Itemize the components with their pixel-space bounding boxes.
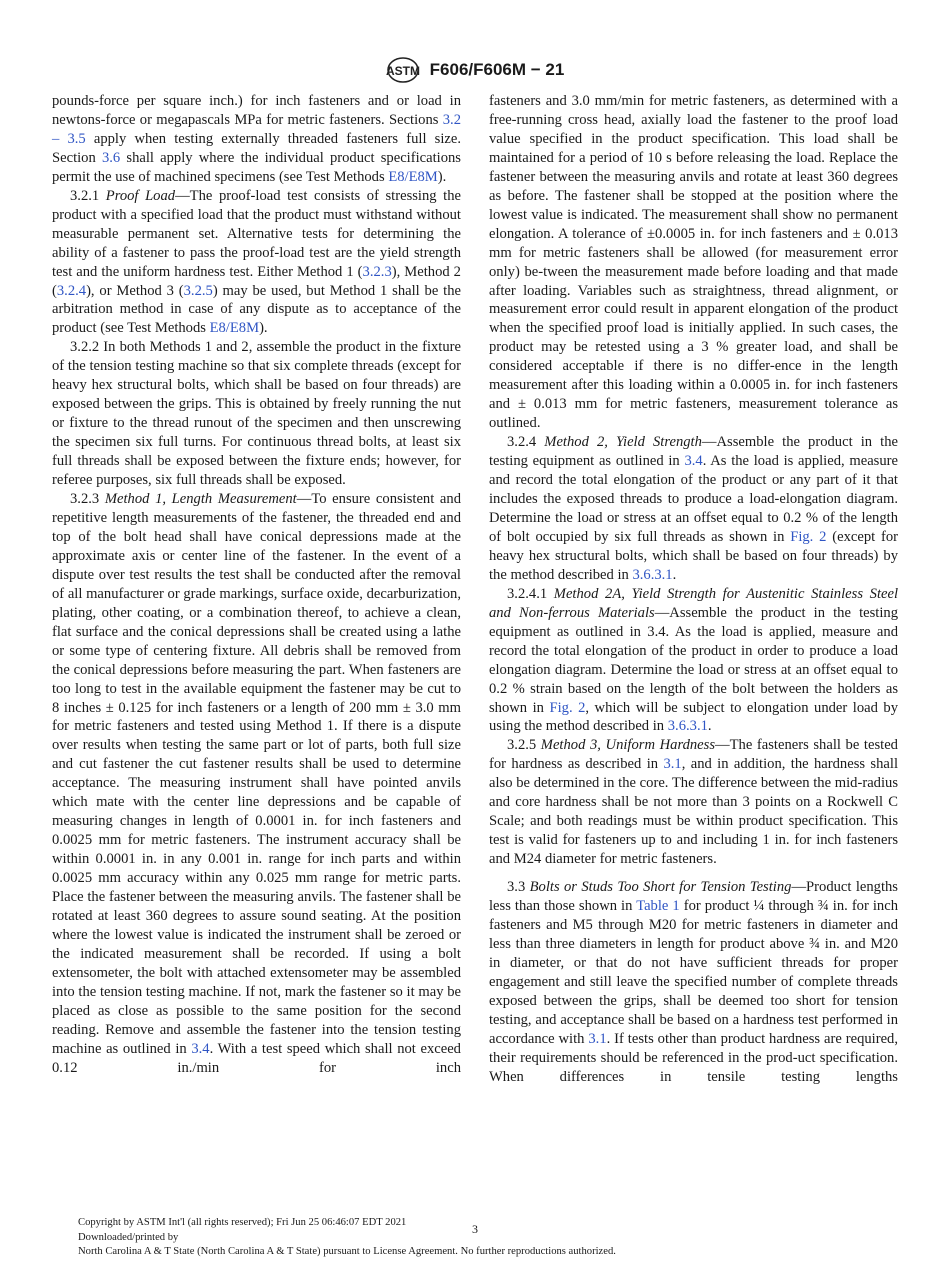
cross-reference-link[interactable]: E8/E8M [209,320,260,337]
cross-reference-link[interactable]: 3.2.3 [362,263,392,280]
svg-text:ASTM: ASTM [385,64,420,78]
text-run: , and in addition, the hardness shall also be determined in the core. The difference between the mid-radius and core hardness shall be not more than 3 points on a Rockwell C Scale; and both readings must be within product specification. This test is valid for fasteners up to and including 1 in. for inch fasteners and M24 diameter for metric fasteners. [489,756,898,868]
footer-downloaded: Downloaded/printed by [78,1231,179,1243]
text-run: ) may be used, but Method 1 shall be the arbitration method in case of any dispute as to acceptance of the product (see Test Methods [52,282,461,337]
paragraph [52,338,461,490]
right-column [489,92,898,1087]
cross-reference-link[interactable]: 3.1 [588,1030,607,1047]
cross-reference-link[interactable]: 3.2.5 [183,282,213,299]
text-run: —Assemble the product in the testing equipment as outlined in [489,434,898,470]
section-title: Method 1, Length Measurement [104,491,297,508]
left-column [52,92,461,1078]
text-run: ). [259,320,268,337]
text-run: 3.2.2 In both Methods 1 and 2, assemble the product in the fixture of the tension testing machine so that six complete threads (except for heavy hex structural bolts, which shall be based on four threads) are exposed between the grips. This is obtained by freely running the nut or fixture to the thread runout of the specimen and then unscrewing the specimen six full turns. For continuous thread bolts, at least six full threads shall be exposed between the fixture ends; however, for referee purposes, six full threads shall be exposed. [52,339,461,489]
cross-reference-link[interactable]: E8/E8M [388,168,438,185]
cross-reference-link[interactable]: 3.6 [101,149,121,166]
text-run: —The proof-load test consists of stressing the product with a specified load that the product must withstand without measurable permanent set. Alternative tests for determining the ability of a fastener to pass the proof-load test are the yield strength test and the uniform hardness test. Either Method 1 ( [52,187,461,280]
copyright-footer [78,1216,616,1260]
page-number: 3 [472,1222,478,1236]
text-run: —Assemble the product in the testing equipment as outlined in 3.4. As the load is applied, measure and record the total elongation of the product in order to produce a load elongation diagram. Determine the load or stress at an offset equal to 0.2 % strain based on the length of the bolt between the holders as shown in [489,604,898,716]
text-run: . [672,566,677,583]
paragraph [52,490,461,1078]
cross-reference-link[interactable]: 3.2.4 [56,282,87,299]
section-title: Method 3, Uniform Hardness [540,737,716,754]
section-title: Bolts or Studs Too Short for Tension Testing [529,879,792,896]
paragraph [52,187,461,339]
cross-reference-link[interactable]: Fig. 2 [790,528,827,545]
text-run: . As the load is applied, measure and record the total elongation of the product or any part of it that includes the exposed threads to produce a load-elongation diagram. Determine the load or stress at an offset equal to 0.2 % of the length of bolt occupied by six full threads as shown in [489,453,898,545]
text-run: fasteners and 3.0 mm/min for metric fasteners, as determined with a free-running cross head, axially load the fastener to the proof load value specified in the product specification. This load shall be maintained for a period of 10 s before releasing the load. Replace the fastener between the measuring anvils and rotate at least 360 degrees as before. The fastener shall be stopped at the position where the lowest value is indicated. The measurement shall show no permanent elongation. A tolerance of ±0.0005 in. for inch fasteners and ± 0.013 mm for metric fasteners shall be allowed (for measurement error only) be-tween the measurement made before loading and that made after loading. Variables such as straightness, thread alignment, or measurement error could result in apparent elongation of the product when the specified proof load is initially applied. In such cases, the product may be retested using a 3 % greater load, and shall be considered acceptable if there is no differ-ence in the length measurement after this loading within a 0.0005 in. for inch fasteners and ± 0.013 mm for metric fasteners, measurement tolerance as outlined. [489,93,898,432]
section-title: Method 2, Yield Strength [544,434,702,451]
text-run: , which will be subject to elongation under load by using the method described in [489,699,898,735]
paragraph [489,878,898,1086]
paragraph [52,92,461,187]
section-title: Proof Load [105,187,176,204]
text-run: shall apply where the individual product specifications permit the use of machined specimens (see Test Methods [52,149,461,185]
text-run: 3.2.4.1 [507,585,554,602]
section-title: Method 2A, Yield Strength for Austenitic Stainless Steel and Non-ferrous Materials [489,585,899,621]
text-run: 3.2.4 [507,434,545,451]
text-run: 3.3 [507,879,530,896]
astm-logo-icon [386,56,420,84]
cross-reference-link[interactable]: 3.6.3.1 [632,566,673,583]
cross-reference-link[interactable]: Table 1 [636,898,680,915]
paragraph [489,433,898,585]
text-run: (except for heavy hex structural bolts, which shall be based on four threads) by the method described in [489,528,898,583]
text-run: ), or Method 3 ( [86,282,184,299]
text-run: . If tests other than product hardness are required, their requirements should be referenced in the prod-uct specification. When differences in tensile testing lengths [489,1030,899,1085]
cross-reference-link[interactable]: 3.2 – 3.5 [52,111,461,147]
cross-reference-link[interactable]: 3.6.3.1 [667,718,708,735]
page-header [0,56,950,84]
text-run: —Product lengths less than those shown in [489,879,898,915]
footer-license: North Carolina A & T State (North Carolina A & T State) pursuant to License Agreement. No further reproductions authorized. [78,1246,616,1257]
text-run: 3.2.1 [70,187,106,204]
paragraph [489,92,898,433]
paragraph [489,585,898,737]
text-run: —The fasteners shall be tested for hardness as described in [489,737,898,773]
text-run: . With a test speed which shall not exceed 0.12 in./min for inch [52,1040,461,1076]
text-run: for product ¼ through ¾ in. for inch fasteners and M5 through M20 for metric fasteners in diameter and less than three diameters in length for product above ¾ in. and M20 in diameter, or that do not have sufficient threads for proper engagement and still leave the specified number of complete threads exposed between the grips, shall be deemed too short for tension testing, and acceptance shall be based on a hardness test performed in accordance with [489,898,898,1047]
text-run: pounds-force per square inch.) for inch fasteners and or load in newtons-force or megapascals MPa for metric fasteners. Sections [52,93,461,128]
footer-copyright: Copyright by ASTM Int'l (all rights reserved); Fri Jun 25 06:46:07 EDT 2021 [78,1217,407,1228]
text-run: 3.2.5 [507,737,541,754]
text-run: 3.2.3 [70,491,105,508]
text-run: apply when testing externally threaded fasteners full size. Section [52,130,461,166]
cross-reference-link[interactable]: Fig. 2 [549,699,586,716]
paragraph [489,736,898,869]
cross-reference-link[interactable]: 3.4 [191,1040,210,1057]
text-run: . [707,718,712,735]
cross-reference-link[interactable]: 3.4 [684,453,703,470]
cross-reference-link[interactable]: 3.1 [663,756,682,773]
document-designation: F606/F606M − 21 [429,60,565,79]
text-run: —To ensure consistent and repetitive length measurements of the fastener, the threaded end and top of the bolt head shall have conical depressions made at the approximate axis or center line of the fastener. In the event of a dispute over test results the test shall be conducted after the removal of all manufacturer or grade markings, surface oxide, decarburization, plating, other coating, or a combination thereof, to achieve a clean, flat surface and the conical depressions shall be created using a lathe or some type of centering fixture. All debris shall be removed from the conical depressions before measuring the part. When fasteners are too long to test in the available equipment the fastener may be cut to 8 inches ± 0.125 for inch fasteners or a length of 200 mm ± 3.0 mm for metric fasteners and tested using Method 1. If there is a dispute over results when testing the same part or lot of parts, both full size and cut fastener the cut fastener results shall be used to determine acceptance. The measuring instrument shall have pointed anvils which mate with the center line depressions and be capable of measuring changes in length of 0.0001 in. for inch fasteners and 0.0025 mm for metric fasteners. The instrument accuracy shall be within 0.0001 in. in any 0.001 in. range for inch parts and within 0.0025 mm accuracy within any 0.025 mm range for metric parts. Place the fastener between the measuring anvils. The fastener shall be rotated at least 360 degrees to assure sound seating. At the position where the lowest value is indicated the instrument shall be zeroed or the indicated measurement shall be recorded. If using a bolt extensometer, the bolt with attached extensometer may be assembled into the tension testing machine. If not, mark the fastener so it may be placed as close as possible to the same position for the second reading. Remove and assemble the fastener into the tension testing machine as outlined in [52,491,462,1057]
text-run: ), Method 2 ( [52,263,461,299]
text-run: ). [437,168,447,185]
